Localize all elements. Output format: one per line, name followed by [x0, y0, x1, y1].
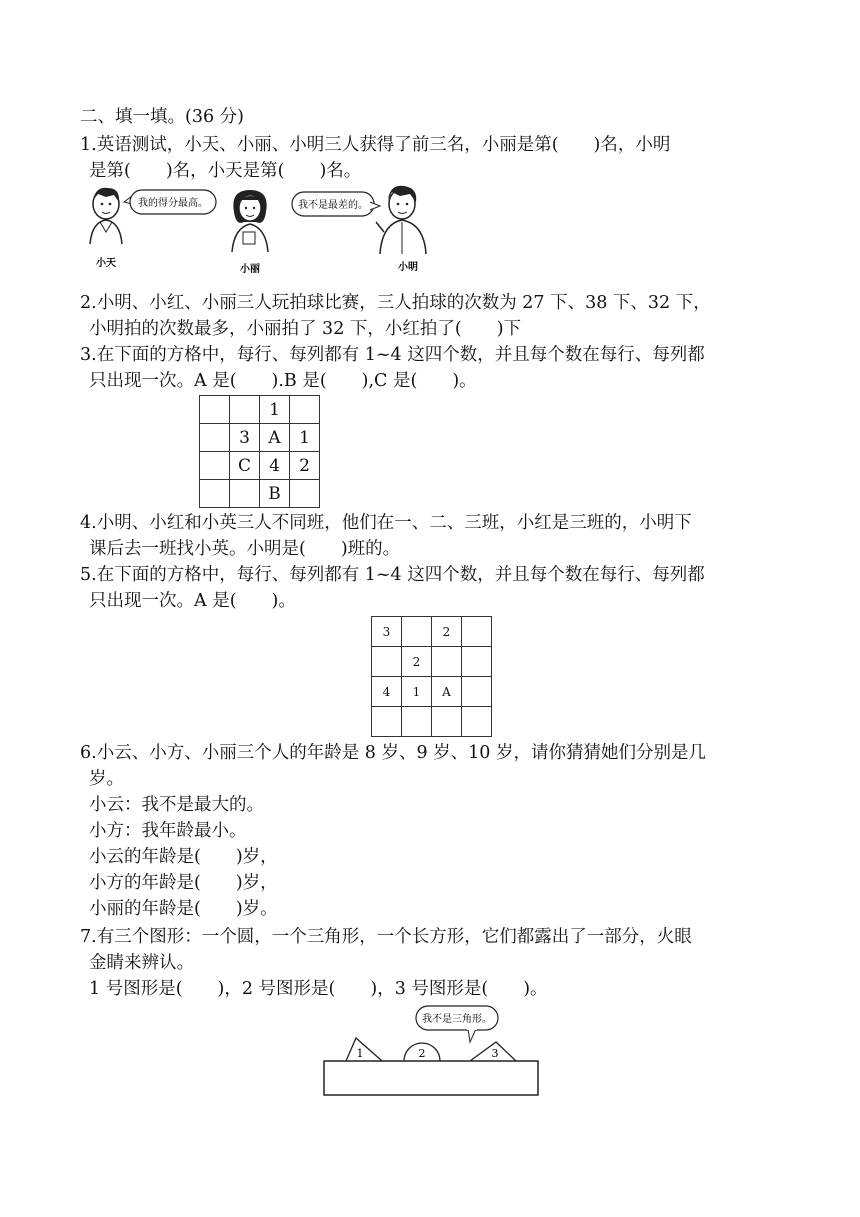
grid-cell	[372, 647, 402, 677]
grid-cell: C	[230, 452, 260, 480]
q1-line-1: 1.英语测试，小天、小丽、小明三人获得了前三名，小丽是第( )名，小明	[80, 135, 671, 155]
speech-text-xiaoming: 我不是最差的。	[298, 200, 368, 211]
xiaoming-figure	[376, 186, 426, 254]
grid-cell: 2	[402, 647, 432, 677]
grid-cell: A	[260, 424, 290, 452]
shape-3-label: 3	[491, 1047, 499, 1060]
section-title: 二、填一填。(36 分)	[80, 107, 244, 127]
q2-line-1: 2.小明、小红、小丽三人玩拍球比赛，三人拍球的次数为 27 下、38 下、32 下，	[80, 293, 711, 313]
speech-bubble-xiaoming	[292, 192, 380, 216]
q1-illustration	[80, 182, 440, 276]
grid-cell: 3	[230, 424, 260, 452]
name-xiaotian: 小天	[96, 258, 116, 269]
grid-cell	[432, 647, 462, 677]
q7-line-1: 7.有三个图形：一个圆，一个三角形，一个长方形，它们都露出了一部分，火眼	[80, 927, 692, 947]
xiaotian-figure	[90, 188, 122, 244]
q1-line-2: 是第( )名，小天是第( )名。	[89, 161, 362, 181]
q2-line-2: 小明拍的次数最多，小丽拍了 32 下，小红拍了( )下	[89, 319, 522, 339]
grid-cell	[230, 480, 260, 508]
grid-cell	[200, 452, 230, 480]
q5-grid	[371, 616, 492, 737]
grid-cell: 2	[290, 452, 320, 480]
xiaoli-figure	[232, 190, 268, 252]
grid-cell	[432, 707, 462, 737]
shape-1	[346, 1038, 382, 1061]
grid-cell: 4	[260, 452, 290, 480]
grid-cell: 1	[260, 396, 290, 424]
grid-cell: 1	[402, 677, 432, 707]
grid-row	[200, 396, 320, 424]
q7-line-3: 1 号图形是( )，2 号图形是( )，3 号图形是( )。	[89, 979, 548, 999]
grid-cell	[372, 707, 402, 737]
grid-cell	[462, 617, 492, 647]
shape-2-label: 2	[418, 1047, 426, 1060]
grid-cell	[290, 480, 320, 508]
q3-grid	[199, 395, 320, 508]
grid-cell	[402, 707, 432, 737]
grid-cell: A	[432, 677, 462, 707]
q6-line-6: 小方的年龄是( )岁，	[89, 873, 278, 893]
grid-cell: 1	[290, 424, 320, 452]
grid-cell: B	[260, 480, 290, 508]
grid-cell: 3	[372, 617, 402, 647]
q7-line-2: 金睛来辨认。	[89, 953, 194, 973]
q6-line-1: 6.小云、小方、小丽三个人的年龄是 8 岁、9 岁、10 岁，请你猜猜她们分别是几	[80, 743, 706, 763]
cover-rectangle	[324, 1061, 538, 1095]
speech-bubble-shape3	[416, 1006, 498, 1042]
name-xiaoli: 小丽	[240, 264, 260, 275]
q3-line-2: 只出现一次。A 是( ).B 是( ),C 是( )。	[89, 371, 477, 391]
grid-cell	[200, 480, 230, 508]
grid-row	[200, 452, 320, 480]
q6-line-7: 小丽的年龄是( )岁。	[89, 899, 278, 919]
q4-line-2: 课后去一班找小英。小明是( )班的。	[89, 539, 401, 559]
grid-cell: 4	[372, 677, 402, 707]
q6-line-2: 岁。	[89, 769, 124, 789]
grid-cell	[290, 396, 320, 424]
q6-line-3: 小云：我不是最大的。	[89, 795, 264, 815]
grid-row	[372, 677, 492, 707]
q6-line-5: 小云的年龄是( )岁，	[89, 847, 278, 867]
grid-cell	[200, 424, 230, 452]
grid-cell	[402, 617, 432, 647]
speech-text-shape3: 我不是三角形。	[422, 1014, 492, 1025]
q3-line-1: 3.在下面的方格中，每行、每列都有 1~4 这四个数，并且每个数在每行、每列都	[80, 345, 705, 365]
speech-bubble-xiaotian	[124, 190, 216, 214]
speech-text-xiaotian: 我的得分最高。	[138, 198, 208, 209]
q5-line-1: 5.在下面的方格中，每行、每列都有 1~4 这四个数，并且每个数在每行、每列都	[80, 565, 705, 585]
grid-cell	[230, 396, 260, 424]
grid-cell	[462, 677, 492, 707]
grid-cell	[200, 396, 230, 424]
grid-row	[372, 707, 492, 737]
q4-line-1: 4.小明、小红和小英三人不同班，他们在一、二、三班，小红是三班的，小明下	[80, 513, 692, 533]
grid-row	[372, 647, 492, 677]
name-xiaoming: 小明	[398, 262, 418, 273]
shape-1-label: 1	[356, 1047, 364, 1060]
grid-cell: 2	[432, 617, 462, 647]
grid-row	[200, 424, 320, 452]
grid-row	[372, 617, 492, 647]
q6-line-4: 小方：我年龄最小。	[89, 821, 247, 841]
grid-cell	[462, 647, 492, 677]
q5-line-2: 只出现一次。A 是( )。	[89, 591, 296, 611]
grid-row	[200, 480, 320, 508]
q7-shapes-figure	[320, 1004, 544, 1100]
grid-cell	[462, 707, 492, 737]
